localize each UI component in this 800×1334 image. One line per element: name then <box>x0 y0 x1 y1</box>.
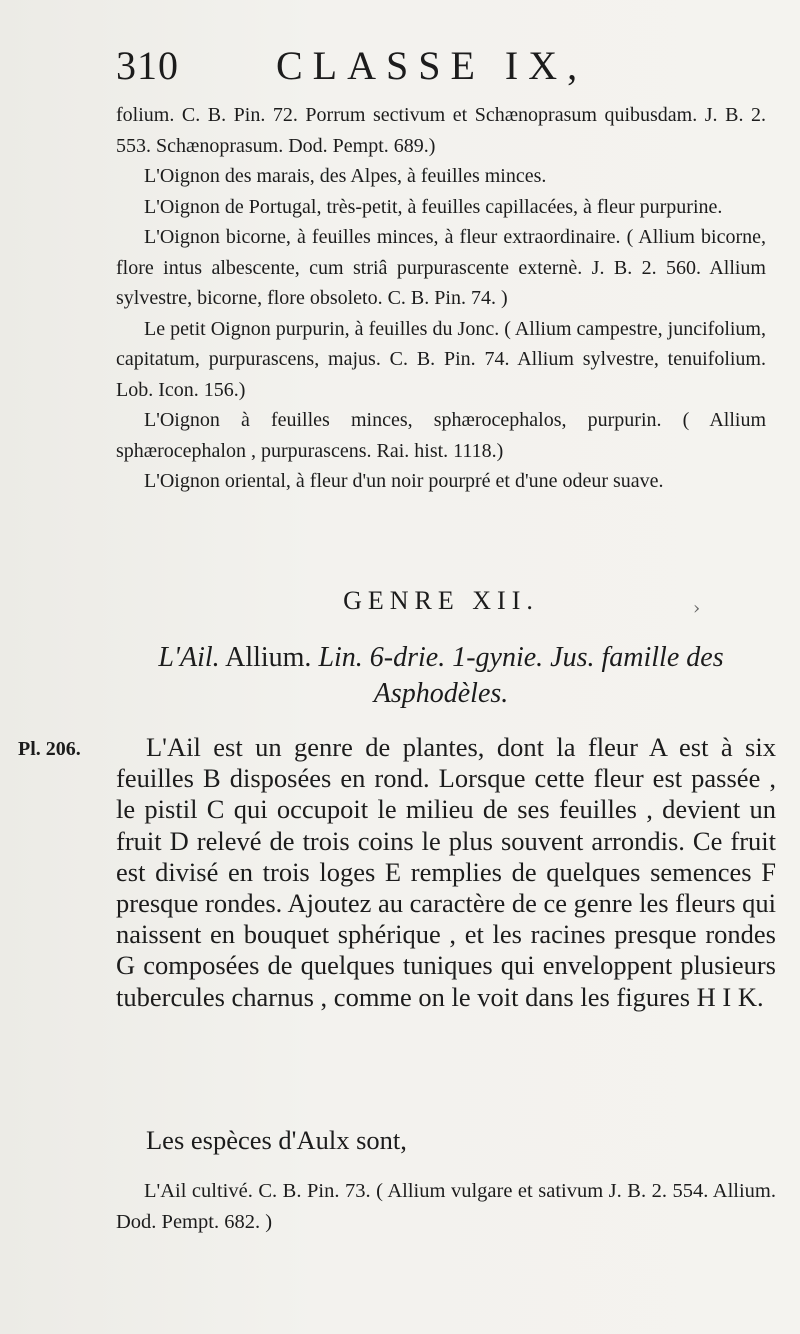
entry-oignon-oriental: L'Oignon oriental, à fleur d'un noir pourpré et d'une odeur suave. <box>144 470 664 492</box>
entry-ail-cultive: L'Ail cultivé. C. B. Pin. 73. ( Allium vulgare et sativum J. B. 2. 554. Allium. Dod. Pempt. 682. ) <box>116 1180 776 1233</box>
entry-continuation: folium. C. B. Pin. 72. Porrum sectivum et Schænoprasum quibusdam. J. B. 2. 553. Schænoprasum. Dod. Pempt. 689.) <box>116 104 766 157</box>
page-header <box>116 42 766 92</box>
entry-oignon-marais: L'Oignon des marais, des Alpes, à feuilles minces. <box>144 165 547 187</box>
entry-oignon-portugal: L'Oignon de Portugal, très-petit, à feuilles capillacées, à fleur purpurine. <box>144 195 723 218</box>
entry-petit-oignon-purpurin: Le petit Oignon purpurin, à feuilles du Jonc. ( Allium campestre, juncifolium, capitatum, purpurascens, majus. C. B. Pin. 74. Allium sylvestre, tenuifolium. Lob. Icon. 156.) <box>116 317 766 401</box>
running-head: CLASSE IX, <box>276 43 588 88</box>
genus-title <box>116 640 766 712</box>
species-intro: Les espèces d'Aulx sont, <box>146 1125 407 1155</box>
entry-oignon-bicorne: L'Oignon bicorne, à feuilles minces, à fleur extraordinaire. ( Allium bicorne, flore intus albescente, cum striâ purpurascente externè. J. B. 2. 560. Allium sylvestre, bicorne, flore obsoleto. C. B. Pin. 74. ) <box>116 226 766 309</box>
entry-oignon-feuilles-minces: L'Oignon à feuilles minces, sphærocephalos, purpurin. ( Allium sphærocephalon , purpurascens. Rai. hist. 1118.) <box>116 409 766 462</box>
genus-name-french: L'Ail. <box>158 642 220 673</box>
genus-classification: Lin. 6-drie. 1-gynie. Jus. famille des Asphodèles. <box>318 642 724 709</box>
genre-heading: GENRE XII. <box>343 586 539 615</box>
page-number: 310 <box>116 43 179 88</box>
description-paragraph: L'Ail est un genre de plantes, dont la fleur A est à six feuilles B disposées en rond. Lorsque cette fleur est passée , le pistil C qui occupoit le milieu de ses feuilles , devient un fruit D relevé de trois coins le plus souvent arrondis. Ce fruit est divisé en trois loges E remplies de quelques semences F presque rondes. Ajoutez au caractère de ce genre les fleurs qui naissent en bouquet sphérique , et les racines presque rondes G composées de quelques tuniques qui enveloppent plusieurs tubercules charnus , comme on le voit dans les figures H I K. <box>116 732 776 1012</box>
genus-description <box>116 732 776 1013</box>
genus-name-latin: Allium. <box>219 642 319 673</box>
ink-mark: › <box>693 598 701 619</box>
species-list <box>116 1176 776 1238</box>
plate-reference: Pl. 206. <box>18 738 81 760</box>
species-list-continued <box>116 100 766 497</box>
